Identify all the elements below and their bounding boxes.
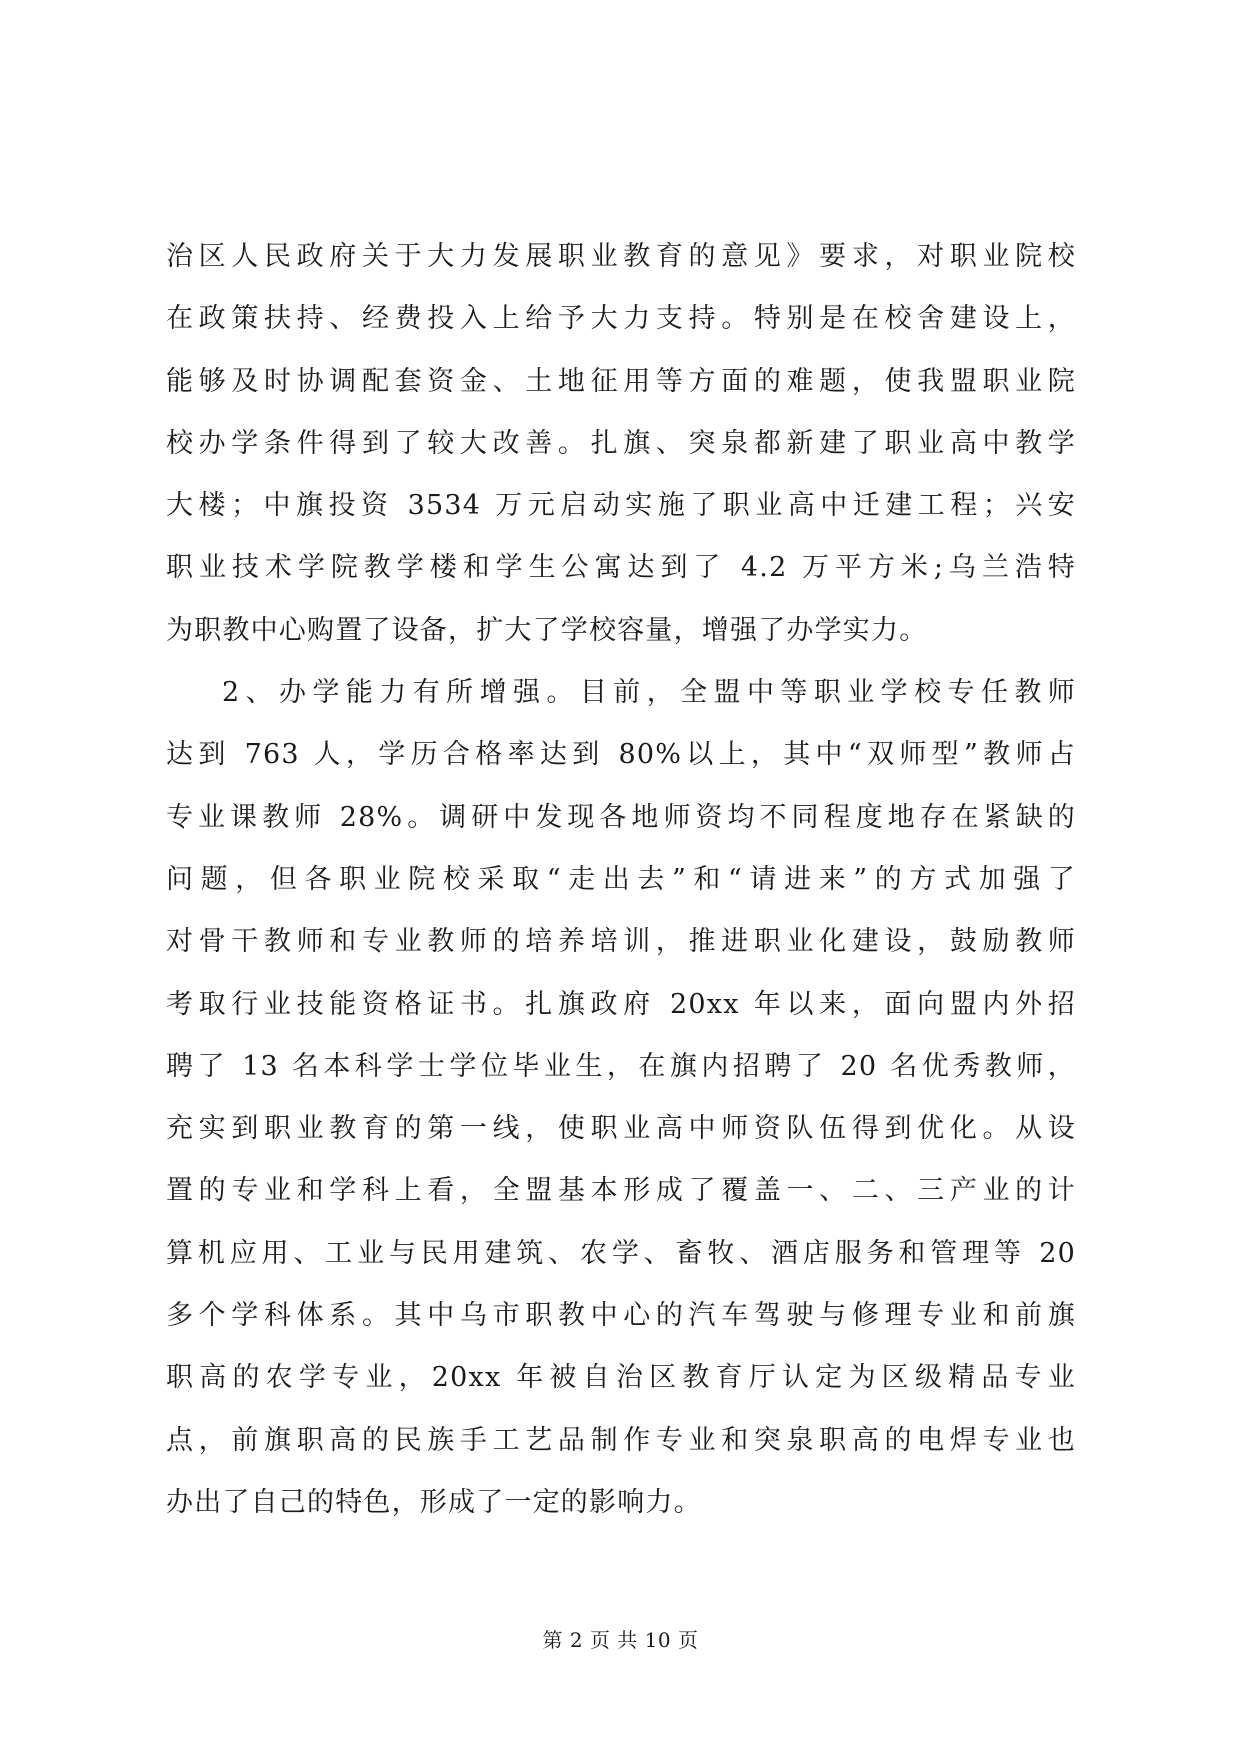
text-line: 聘了 13 名本科学士学位毕业生，在旗内招聘了 20 名优秀教师， bbox=[166, 1050, 1076, 1082]
text-line: 多个学科体系。其中乌市职教中心的汽车驾驶与修理专业和前旗 bbox=[166, 1300, 1076, 1332]
text-line: 校办学条件得到了较大改善。扎旗、突泉都新建了职业高中教学 bbox=[166, 427, 1076, 459]
text-line: 考取行业技能资格证书。扎旗政府 20xx 年以来，面向盟内外招 bbox=[166, 988, 1076, 1020]
text-line: 问题，但各职业院校采取“走出去”和“请进来”的方式加强了 bbox=[166, 863, 1076, 895]
text-line: 达到 763 人，学历合格率达到 80%以上，其中“双师型”教师占 bbox=[166, 739, 1076, 771]
text-line: 对骨干教师和专业教师的培养培训，推进职业化建设，鼓励教师 bbox=[166, 926, 1076, 958]
text-line: 大楼；中旗投资 3534 万元启动实施了职业高中迁建工程；兴安 bbox=[166, 490, 1076, 522]
text-line: 置的专业和学科上看，全盟基本形成了覆盖一、二、三产业的计 bbox=[166, 1175, 1076, 1207]
text-line: 专业课教师 28%。调研中发现各地师资均不同程度地存在紧缺的 bbox=[166, 801, 1076, 833]
text-line: 职业技术学院教学楼和学生公寓达到了 4.2 万平方米;乌兰浩特 bbox=[166, 552, 1076, 584]
document-body bbox=[166, 226, 1076, 1534]
text-line: 能够及时协调配套资金、土地征用等方面的难题，使我盟职业院 bbox=[166, 365, 1076, 397]
text-line: 职高的农学专业，20xx 年被自治区教育厅认定为区级精品专业 bbox=[166, 1362, 1076, 1394]
text-line: 为职教中心购置了设备，扩大了学校容量，增强了办学实力。 bbox=[166, 614, 928, 646]
text-line: 算机应用、工业与民用建筑、农学、畜牧、酒店服务和管理等 20 bbox=[166, 1237, 1076, 1269]
text-line: 在政策扶持、经费投入上给予大力支持。特别是在校舍建设上， bbox=[166, 303, 1076, 335]
page-number-footer: 第 2 页 共 10 页 bbox=[542, 1628, 699, 1652]
text-line: 点，前旗职高的民族手工艺品制作专业和突泉职高的电焊专业也 bbox=[166, 1424, 1076, 1456]
text-line: 充实到职业教育的第一线，使职业高中师资队伍得到优化。从设 bbox=[166, 1113, 1076, 1145]
text-line-paragraph-start: 2、办学能力有所增强。目前，全盟中等职业学校专任教师 bbox=[222, 677, 1076, 709]
text-line: 办出了自己的特色，形成了一定的影响力。 bbox=[166, 1486, 702, 1518]
text-line: 治区人民政府关于大力发展职业教育的意见》要求，对职业院校 bbox=[166, 241, 1076, 272]
